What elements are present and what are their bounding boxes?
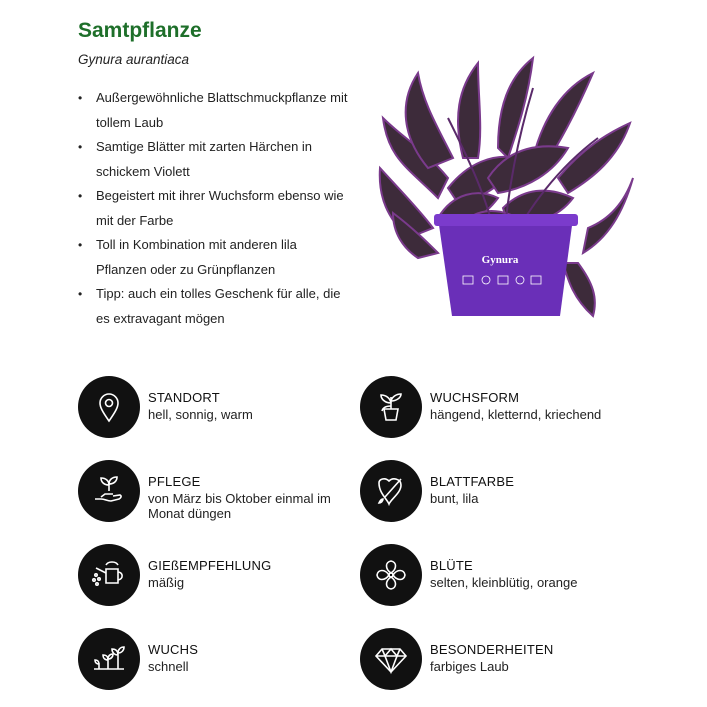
feature-besonderheiten — [360, 628, 650, 692]
diamond-icon — [360, 628, 422, 690]
feature-label: BLÜTE — [430, 558, 473, 573]
feature-wuchsform — [360, 376, 650, 440]
list-item: • Begeistert mit ihrer Wuchsform ebenso wie mit der Farbe — [78, 184, 348, 233]
botanical-name: Gynura aurantiaca — [78, 52, 190, 67]
flower-icon — [360, 544, 422, 606]
leaf-brush-icon — [360, 460, 422, 522]
location-pin-icon — [78, 376, 140, 438]
feature-value: mäßig — [148, 575, 185, 590]
feature-giessempfehlung — [78, 544, 368, 608]
feature-wuchs — [78, 628, 368, 692]
feature-label: GIEßEMPFEHLUNG — [148, 558, 272, 573]
potted-plant-icon — [360, 376, 422, 438]
feature-value: selten, kleinblütig, orange — [430, 575, 578, 590]
feature-label: WUCHSFORM — [430, 390, 520, 405]
seedlings-icon — [78, 628, 140, 690]
feature-value: hängend, kletternd, kriechend — [430, 407, 602, 422]
feature-value: schnell — [148, 659, 189, 674]
plant-photo — [368, 48, 638, 326]
plant-pot — [434, 214, 578, 316]
list-item: • Tipp: auch ein tolles Geschenk für alle, die es extravagant mögen — [78, 282, 348, 331]
feature-label: BLATTFARBE — [430, 474, 515, 489]
pot-label: Gynura — [481, 254, 519, 266]
feature-standort — [78, 376, 368, 440]
feature-value: farbiges Laub — [430, 659, 509, 674]
feature-value: von März bis Oktober einmal im Monat düngen — [148, 491, 331, 521]
feature-blattfarbe — [360, 460, 650, 524]
feature-pflege — [78, 460, 368, 524]
list-item: • Toll in Kombination mit anderen lila Pflanzen oder zu Grünpflanzen — [78, 233, 348, 282]
feature-label: BESONDERHEITEN — [430, 642, 554, 657]
feature-label: PFLEGE — [148, 474, 201, 489]
list-item: • Außergewöhnliche Blattschmuckpflanze mit tollem Laub — [78, 86, 348, 135]
feature-value: bunt, lila — [430, 491, 479, 506]
list-item: • Samtige Blätter mit zarten Härchen in schickem Violett — [78, 135, 348, 184]
feature-bluete — [360, 544, 650, 608]
feature-value: hell, sonnig, warm — [148, 407, 253, 422]
page-title: Samtpflanze — [78, 19, 202, 42]
watering-can-icon — [78, 544, 140, 606]
feature-label: STANDORT — [148, 390, 220, 405]
hand-sprout-icon — [78, 460, 140, 522]
feature-label: WUCHS — [148, 642, 199, 657]
feature-list — [78, 86, 348, 331]
